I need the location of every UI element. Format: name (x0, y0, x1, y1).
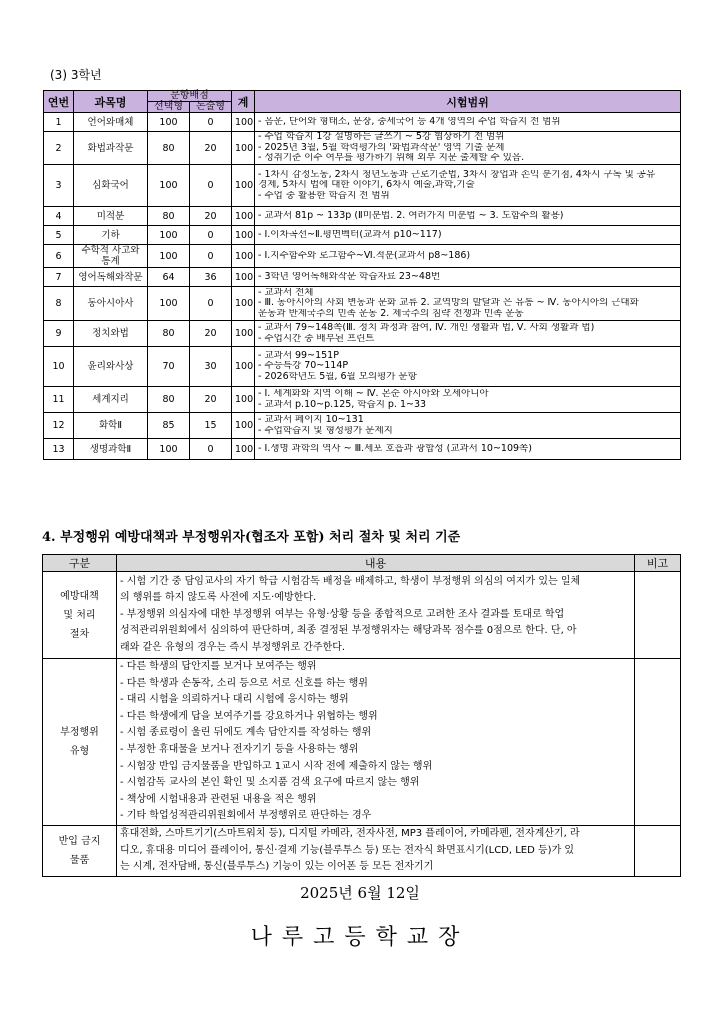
essay-score: 20 (190, 132, 232, 165)
row-number: 3 (44, 165, 74, 207)
essay-score: 20 (190, 321, 232, 347)
row-number: 6 (44, 245, 74, 268)
exam-range (255, 207, 681, 226)
subject-line: 영어독해와작문 (78, 271, 143, 283)
content-line: - 대리 시험을 의뢰하거나 대리 시험에 응시하는 행위 (120, 694, 349, 706)
range-line: - Ⅰ.이차곡선~Ⅱ.평면벡터(교과서 p10~117) (258, 229, 442, 240)
exam-range (255, 321, 681, 347)
subject-name (74, 113, 148, 132)
range-line: - 교과서 p.10~p.125, 학습지 p. 1~33 (258, 399, 427, 410)
range-line: - 2025년 3월, 5월 학력평가의 '화법과작문' 영역 기출 문제 (258, 142, 505, 153)
content-line: - 시험감독 교사의 본인 확인 및 소지품 검색 요구에 따르지 않는 행위 (120, 777, 420, 789)
exam-range (255, 113, 681, 132)
exam-range (255, 268, 681, 287)
table-row (44, 347, 681, 387)
objective-score: 100 (148, 165, 190, 207)
section-3-title: (3) 3학년 (50, 68, 102, 82)
exam-range (255, 413, 681, 439)
subject-name (74, 287, 148, 321)
category-line: 예방대책 (60, 590, 99, 602)
table-row (44, 321, 681, 347)
content-line: - 부정행위 의심자에 대한 부정행위 여부는 유형·상황 등을 종합적으로 고려한 조사 결과를 토대로 학업 (120, 608, 565, 620)
row-number: 2 (44, 132, 74, 165)
policy-category (43, 825, 117, 876)
category-line: 유형 (69, 745, 90, 757)
exam-range (255, 287, 681, 321)
subject-line: 수학적 사고와 (81, 245, 140, 256)
content-line: - 다른 학생의 답안지를 보거나 보여주는 행위 (120, 661, 317, 672)
content-line: - 다른 학생에게 답을 보여주기를 강요하거나 위협하는 행위 (120, 710, 378, 722)
subject-line: 통계 (101, 256, 120, 267)
row-number: 8 (44, 287, 74, 321)
exam-range (255, 245, 681, 268)
content-line: - 시험 기간 중 담임교사의 자기 학급 시험감독 배정을 배제하고, 학생이 부정행위 의심의 여지가 있는 일체 (120, 575, 581, 587)
content-line: - 시험 종료령이 울린 뒤에도 계속 답안지를 작성하는 행위 (120, 727, 372, 739)
essay-score: 15 (190, 413, 232, 439)
category-line: 및 처리 (63, 609, 96, 621)
essay-score: 36 (190, 268, 232, 287)
total-score: 100 (232, 113, 255, 132)
row-number: 7 (44, 268, 74, 287)
subject-line: 미적분 (96, 210, 125, 222)
table-row (44, 387, 681, 413)
total-score: 100 (232, 321, 255, 347)
objective-score: 80 (148, 207, 190, 226)
range-line: - 2026학년도 5월, 6월 모의평가 문항 (258, 371, 417, 382)
objective-score: 100 (148, 439, 190, 460)
content-line: 는 시계, 전자담배, 통신(블루투스) 기능이 있는 이어폰 등 모든 전자기기 (120, 861, 434, 873)
range-line: - 수업시간 중 배부된 프린트 (258, 333, 375, 344)
row-number: 11 (44, 387, 74, 413)
objective-score: 80 (148, 132, 190, 165)
objective-score: 100 (148, 113, 190, 132)
header-range: 시험범위 (255, 91, 681, 113)
subject-line: 세계지리 (92, 394, 129, 405)
objective-score: 100 (148, 245, 190, 268)
content-line: - 다른 학생과 손동작, 소리 등으로 서로 신호를 하는 행위 (120, 677, 368, 689)
policy-row (43, 659, 681, 826)
total-score: 100 (232, 268, 255, 287)
subject-name (74, 226, 148, 245)
content-line: - 기타 학업성적관리위원회에서 부정행위로 판단하는 경우 (120, 810, 372, 822)
range-line: - 교과서 전체 (258, 287, 314, 298)
policy-content (117, 572, 635, 659)
essay-score: 0 (190, 226, 232, 245)
subject-line: 화법과작문 (87, 142, 134, 154)
range-line: - 수업 중 활용한 학습지 전 범위 (258, 190, 390, 201)
policy-note (635, 572, 681, 659)
row-number: 4 (44, 207, 74, 226)
policy-content (117, 659, 635, 826)
total-score: 100 (232, 439, 255, 460)
policy-row (43, 825, 681, 876)
header-ratio: 문항배점 (148, 91, 232, 102)
total-score: 100 (232, 165, 255, 207)
total-score: 100 (232, 287, 255, 321)
total-score: 100 (232, 245, 255, 268)
objective-score: 64 (148, 268, 190, 287)
exam-range-table (43, 90, 681, 460)
content-line: 성적관리위원회에서 심의하여 판단하며, 최종 결정된 부정행위자는 해당과목 점수를 0점으로 한다. 단, 아 (120, 625, 577, 637)
total-score: 100 (232, 207, 255, 226)
cheating-policy-table (42, 554, 681, 877)
essay-score: 30 (190, 347, 232, 387)
range-line: - 음운, 단어와 형태소, 문장, 중세국어 등 4개 영역의 수업 학습지 전 범위 (258, 116, 561, 127)
essay-score: 20 (190, 207, 232, 226)
row-number: 10 (44, 347, 74, 387)
subject-name (74, 439, 148, 460)
category-line: 물품 (69, 854, 90, 866)
range-line: - 교과서 99~151P (258, 350, 339, 361)
header-essay: 논술형 (190, 102, 232, 113)
range-line: 경제, 5차시 법에 대한 이야기, 6차시 예술,과학,기술 (258, 180, 475, 191)
subject-line: 정치와법 (92, 328, 129, 339)
total-score: 100 (232, 347, 255, 387)
content-line: 휴대전화, 스마트기기(스마트워치 등), 디지털 카메라, 전자사전, MP3 플레이어, 카메라펜, 전자계산기, 라 (120, 827, 580, 839)
document-date: 2025년 6월 12일 (300, 884, 420, 902)
policy-content (117, 825, 635, 876)
exam-range (255, 347, 681, 387)
row-number: 5 (44, 226, 74, 245)
table-row (44, 132, 681, 165)
total-score: 100 (232, 413, 255, 439)
exam-range (255, 132, 681, 165)
policy-category (43, 572, 117, 659)
table-row (44, 165, 681, 207)
content-line: 래와 같은 유형의 경우는 즉시 부정행위로 간주한다. (120, 641, 346, 653)
subject-name (74, 165, 148, 207)
total-score: 100 (232, 226, 255, 245)
subject-line: 생명과학Ⅱ (89, 443, 132, 455)
category-line: 절차 (69, 628, 90, 640)
header-category: 구분 (43, 555, 117, 572)
essay-score: 0 (190, 165, 232, 207)
exam-range (255, 439, 681, 460)
subject-line: 윤리와사상 (87, 361, 134, 372)
content-line: - 부정한 휴대물을 보거나 전자기기 등을 사용하는 행위 (120, 743, 359, 755)
range-line: - 성취기준 이수 여부를 평가하기 위해 외부 지문 출제할 수 있음. (258, 153, 525, 164)
range-line: - 교과서 페이지 10~131 (258, 415, 364, 425)
table-row (44, 113, 681, 132)
subject-name (74, 413, 148, 439)
subject-name (74, 268, 148, 287)
content-line: 디오, 휴대용 미디어 플레이어, 통신·결제 기능(블루투스 등) 또는 전자식 화면표시기(LCD, LED 등)가 있 (120, 844, 575, 856)
objective-score: 80 (148, 387, 190, 413)
essay-score: 0 (190, 245, 232, 268)
table-row (44, 226, 681, 245)
objective-score: 100 (148, 226, 190, 245)
header-note: 비고 (635, 555, 681, 572)
exam-range (255, 165, 681, 207)
subject-line: 동아시아사 (87, 298, 134, 309)
subject-name (74, 347, 148, 387)
exam-range (255, 387, 681, 413)
range-line: 운동과 반제국주의 민족 운동 2. 제국주의 침략 전쟁과 민족 운동 (258, 308, 524, 319)
objective-score: 85 (148, 413, 190, 439)
table-row (44, 413, 681, 439)
subject-name (74, 387, 148, 413)
policy-row (43, 572, 681, 659)
subject-name (74, 207, 148, 226)
table-row (44, 245, 681, 268)
row-number: 9 (44, 321, 74, 347)
subject-line: 언어와매체 (87, 116, 134, 128)
essay-score: 20 (190, 387, 232, 413)
essay-score: 0 (190, 439, 232, 460)
table-row (44, 287, 681, 321)
range-line: - 교과서 81p ~ 133p (Ⅱ미분법. 2. 여러가지 미분법 ~ 3. 도함수의 활용) (258, 210, 564, 221)
content-line: - 시험장 반입 금지물품을 반입하고 1교시 시작 전에 제출하지 않는 행위 (120, 760, 433, 772)
header-content: 내용 (117, 555, 635, 572)
range-line: - Ⅲ. 동아시아의 사회 변동과 문화 교류 2. 교역망의 발달과 은 유통 ~ Ⅳ. 동아시아의 근대화 (258, 298, 639, 309)
header-subject: 과목명 (74, 91, 148, 113)
table-row (44, 207, 681, 226)
objective-score: 70 (148, 347, 190, 387)
range-line: - Ⅰ. 세계화와 지역 이해 ~ Ⅳ. 몬순 아시아와 오세아니아 (258, 389, 489, 399)
range-line: - Ⅰ.지수함수와 로그함수~Ⅵ.적분(교과서 p8~186) (258, 250, 471, 261)
range-line: - Ⅰ.생명 과학의 역사 ~ Ⅲ.세포 호흡과 광합성 (교과서 10~109쪽) (258, 443, 532, 454)
range-line: - 1차시 감정노동, 2차시 청년노동과 근로기준법, 3차시 창업과 손익 분기점, 4차시 구독 및 공유 (258, 169, 656, 180)
subject-line: 화학Ⅱ (98, 420, 123, 431)
category-line: 부정행위 (60, 726, 99, 738)
category-line: 반입 금지 (58, 835, 101, 847)
row-number: 12 (44, 413, 74, 439)
policy-note (635, 659, 681, 826)
essay-score: 0 (190, 113, 232, 132)
range-line: - 수업 학습지 1강 설명하는 글쓰기 ~ 5강 협상하기 전 범위 (258, 132, 505, 143)
table-row (44, 268, 681, 287)
header-total: 계 (232, 91, 255, 113)
range-line: - 3학년 영어독해와작문 학습자료 23~48번 (258, 271, 441, 282)
objective-score: 100 (148, 287, 190, 321)
school-principal: 나루고등학교장 (250, 925, 470, 950)
subject-line: 심화국어 (92, 180, 129, 191)
row-number: 1 (44, 113, 74, 132)
range-line: - 수능특강 70~114P (258, 361, 349, 372)
policy-category (43, 659, 117, 826)
section-4-title: 4. 부정행위 예방대책과 부정행위자(협조자 포함) 처리 절차 및 처리 기준 (42, 530, 461, 545)
header-objective: 선택형 (148, 102, 190, 113)
exam-range (255, 226, 681, 245)
subject-name (74, 321, 148, 347)
subject-name (74, 245, 148, 268)
range-line: - 교과서 79~148쪽(Ⅲ. 정치 과정과 참여, Ⅳ. 개인 생활과 법, Ⅴ. 사회 생활과 법) (258, 323, 595, 333)
content-line: - 책상에 시험내용과 관련된 내용을 적은 행위 (120, 793, 317, 805)
objective-score: 80 (148, 321, 190, 347)
essay-score: 0 (190, 287, 232, 321)
total-score: 100 (232, 387, 255, 413)
content-line: 의 행위를 하지 않도록 사전에 지도·예방한다. (120, 592, 317, 604)
total-score: 100 (232, 132, 255, 165)
range-line: - 수업학습지 및 형성평가 문제지 (258, 425, 393, 436)
policy-note (635, 825, 681, 876)
header-no: 연번 (44, 91, 74, 113)
subject-name (74, 132, 148, 165)
row-number: 13 (44, 439, 74, 460)
table-row (44, 439, 681, 460)
subject-line: 기하 (101, 229, 120, 241)
